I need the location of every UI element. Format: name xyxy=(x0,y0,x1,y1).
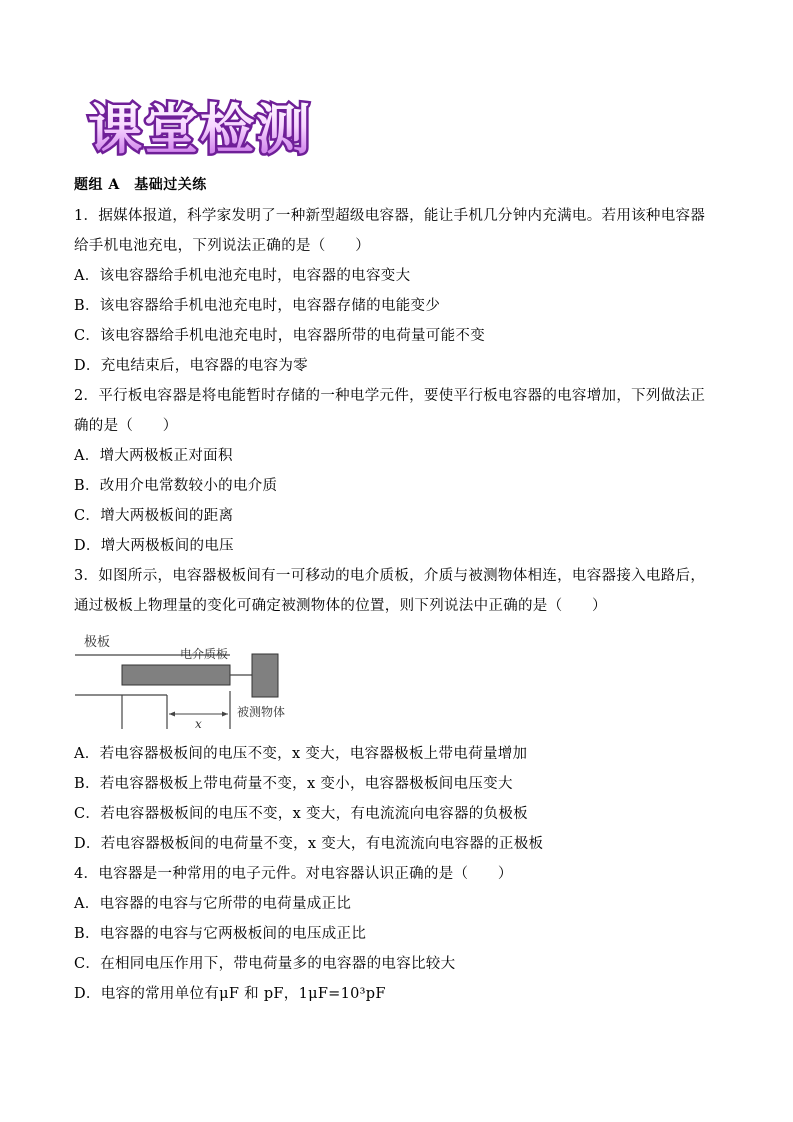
q2-option-c: C．增大两极板间的距离 xyxy=(74,508,234,524)
q2-option-b: B．改用介电常数较小的电介质 xyxy=(74,478,278,494)
q3-option-a: A．若电容器极板间的电压不变，x 变大，电容器极板上带电荷量增加 xyxy=(74,746,528,762)
capacitor-figure xyxy=(72,625,302,735)
dielectric-label: 电介质板 xyxy=(180,647,229,661)
q1-option-a: A．该电容器给手机电池充电时，电容器的电容变大 xyxy=(74,268,411,284)
plate-label: 极板 xyxy=(84,635,111,650)
x-label: x xyxy=(195,717,202,731)
q3-stem-line1: 3．如图所示，电容器极板间有一可移动的电介质板，介质与被测物体相连，电容器接入电路后， xyxy=(74,568,706,584)
capacitor-diagram xyxy=(72,625,302,735)
q4-stem-line1: 4．电容器是一种常用的电子元件。对电容器认识正确的是（ ） xyxy=(74,866,513,882)
q3-stem-line2: 通过极板上物理量的变化可确定被测物体的位置，则下列说法中正确的是（ ） xyxy=(74,598,607,614)
q1-option-c: C．该电容器给手机电池充电时，电容器所带的电荷量可能不变 xyxy=(74,328,485,344)
dielectric-slab xyxy=(122,665,230,685)
q4-option-d: D．电容的常用单位有μF 和 pF，1μF=10³pF xyxy=(74,986,386,1002)
measured-object xyxy=(252,654,278,697)
banner-text: 课堂检测 xyxy=(88,98,312,161)
section-title: 题组 A 基础过关练 xyxy=(74,177,207,193)
q1-option-d: D．充电结束后，电容器的电容为零 xyxy=(74,358,308,374)
q2-option-a: A．增大两极板正对面积 xyxy=(74,448,233,464)
q3-option-c: C．若电容器极板间的电压不变，x 变大，有电流流向电容器的负极板 xyxy=(74,806,528,822)
q2-stem-line1: 2．平行板电容器是将电能暂时存储的一种电学元件，要使平行板电容器的电容增加，下列做法正 xyxy=(74,388,706,404)
q2-stem-line2: 确的是（ ） xyxy=(74,418,178,434)
section-banner xyxy=(72,96,328,162)
banner-graphic xyxy=(72,96,328,162)
x-arrow-right xyxy=(222,712,228,717)
q3-option-d: D．若电容器极板间的电荷量不变，x 变大，有电流流向电容器的正极板 xyxy=(74,836,544,852)
q3-option-b: B．若电容器极板上带电荷量不变，x 变小，电容器极板间电压变大 xyxy=(74,776,513,792)
q4-option-b: B．电容器的电容与它两极板间的电压成正比 xyxy=(74,926,367,942)
x-arrow-left xyxy=(169,712,175,717)
q4-option-a: A．电容器的电容与它所带的电荷量成正比 xyxy=(74,896,352,912)
q1-stem-line2: 给手机电池充电，下列说法正确的是（ ） xyxy=(74,238,370,254)
q1-stem-line1: 1．据媒体报道，科学家发明了一种新型超级电容器，能让手机几分钟内充满电。若用该种电容器 xyxy=(74,208,706,224)
object-label: 被测物体 xyxy=(237,705,286,719)
q2-option-d: D．增大两极板间的电压 xyxy=(74,538,234,554)
q1-option-b: B．该电容器给手机电池充电时，电容器存储的电能变少 xyxy=(74,298,441,314)
q4-option-c: C．在相同电压作用下，带电荷量多的电容器的电容比较大 xyxy=(74,956,456,972)
